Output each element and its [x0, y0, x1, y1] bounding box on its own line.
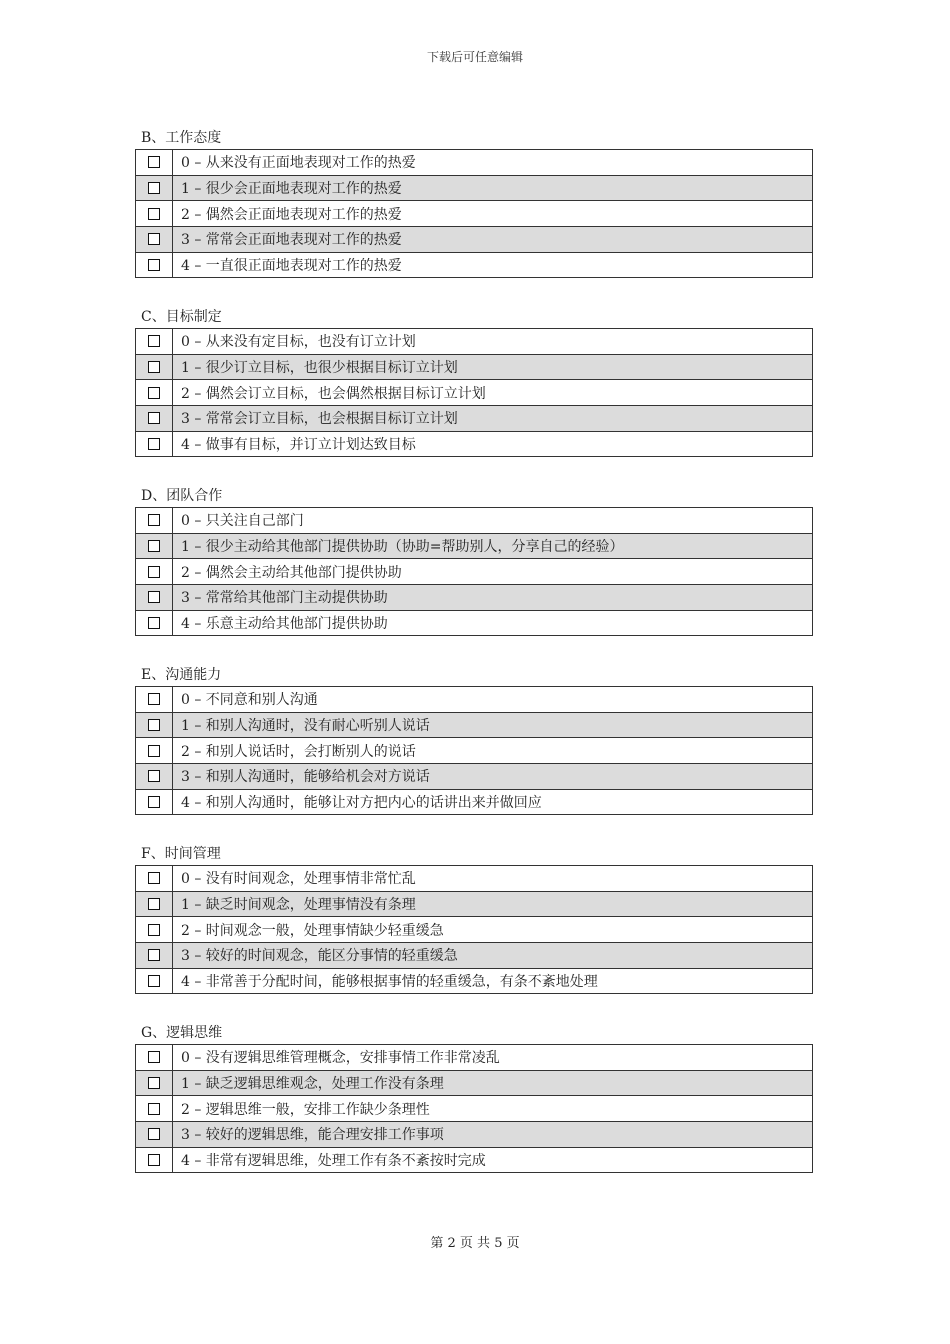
checkbox-cell[interactable] — [136, 175, 173, 201]
option-row[interactable] — [136, 891, 813, 917]
rating-section — [135, 844, 813, 994]
page-header: 下载后可任意编辑 — [426, 50, 523, 64]
checkbox-cell[interactable] — [136, 252, 173, 278]
option-label: 1 – 很少会正面地表现对工作的热爱 — [173, 175, 813, 201]
checkbox-cell[interactable] — [136, 687, 173, 713]
option-row[interactable] — [136, 175, 813, 201]
rating-section — [135, 307, 813, 457]
option-label: 4 – 和别人沟通时，能够让对方把内心的话讲出来并做回应 — [173, 789, 813, 815]
section-title: G、逻辑思维 — [141, 1025, 223, 1041]
rating-section — [135, 486, 813, 636]
checkbox-icon[interactable] — [148, 1154, 160, 1166]
option-row[interactable] — [136, 533, 813, 559]
checkbox-cell[interactable] — [136, 1070, 173, 1096]
checkbox-icon[interactable] — [148, 719, 160, 731]
checkbox-cell[interactable] — [136, 559, 173, 585]
option-row[interactable] — [136, 1147, 813, 1173]
option-row[interactable] — [136, 789, 813, 815]
checkbox-cell[interactable] — [136, 406, 173, 432]
option-row[interactable] — [136, 917, 813, 943]
options-table — [135, 149, 813, 278]
checkbox-icon[interactable] — [148, 1077, 160, 1089]
options-table — [135, 865, 813, 994]
checkbox-icon[interactable] — [148, 566, 160, 578]
options-table — [135, 328, 813, 457]
section-title: F、时间管理 — [141, 846, 221, 862]
checkbox-cell[interactable] — [136, 789, 173, 815]
option-label: 4 – 做事有目标，并订立计划达致目标 — [173, 431, 813, 457]
option-label: 4 – 乐意主动给其他部门提供协助 — [173, 610, 813, 636]
checkbox-cell[interactable] — [136, 431, 173, 457]
checkbox-cell[interactable] — [136, 943, 173, 969]
option-label: 3 – 常常会正面地表现对工作的热爱 — [173, 227, 813, 253]
checkbox-icon[interactable] — [148, 591, 160, 603]
checkbox-cell[interactable] — [136, 354, 173, 380]
options-table — [135, 1044, 813, 1173]
checkbox-icon[interactable] — [148, 898, 160, 910]
option-row[interactable] — [136, 150, 813, 176]
checkbox-cell[interactable] — [136, 1045, 173, 1071]
checkbox-cell[interactable] — [136, 201, 173, 227]
option-row[interactable] — [136, 1070, 813, 1096]
option-label: 0 – 从来没有正面地表现对工作的热爱 — [173, 150, 813, 176]
section-title: D、团队合作 — [141, 488, 223, 504]
options-table — [135, 507, 813, 636]
checkbox-cell[interactable] — [136, 610, 173, 636]
option-row[interactable] — [136, 227, 813, 253]
checkbox-icon[interactable] — [148, 745, 160, 757]
checkbox-cell[interactable] — [136, 738, 173, 764]
section-title: E、沟通能力 — [141, 667, 222, 683]
option-label: 2 – 偶然会订立目标，也会偶然根据目标订立计划 — [173, 380, 813, 406]
checkbox-cell[interactable] — [136, 508, 173, 534]
checkbox-cell[interactable] — [136, 712, 173, 738]
checkbox-cell[interactable] — [136, 227, 173, 253]
checkbox-cell[interactable] — [136, 585, 173, 611]
option-row[interactable] — [136, 406, 813, 432]
option-row[interactable] — [136, 1045, 813, 1071]
checkbox-cell[interactable] — [136, 968, 173, 994]
checkbox-icon[interactable] — [148, 1103, 160, 1115]
option-label: 0 – 从来没有定目标，也没有订立计划 — [173, 329, 813, 355]
option-label: 1 – 缺乏时间观念，处理事情没有条理 — [173, 891, 813, 917]
option-row[interactable] — [136, 866, 813, 892]
checkbox-icon[interactable] — [148, 796, 160, 808]
option-label: 2 – 逻辑思维一般，安排工作缺少条理性 — [173, 1096, 813, 1122]
checkbox-cell[interactable] — [136, 1122, 173, 1148]
option-label: 4 – 一直很正面地表现对工作的热爱 — [173, 252, 813, 278]
checkbox-cell[interactable] — [136, 1147, 173, 1173]
checkbox-icon[interactable] — [148, 1051, 160, 1063]
option-row[interactable] — [136, 508, 813, 534]
checkbox-icon[interactable] — [148, 438, 160, 450]
checkbox-icon[interactable] — [148, 335, 160, 347]
option-row[interactable] — [136, 1096, 813, 1122]
option-row[interactable] — [136, 431, 813, 457]
checkbox-cell[interactable] — [136, 380, 173, 406]
checkbox-icon[interactable] — [148, 412, 160, 424]
checkbox-icon[interactable] — [148, 514, 160, 526]
section-title: B、工作态度 — [141, 130, 222, 146]
option-label: 2 – 和别人说话时，会打断别人的说话 — [173, 738, 813, 764]
option-row[interactable] — [136, 585, 813, 611]
option-label: 0 – 只关注自己部门 — [173, 508, 813, 534]
checkbox-icon[interactable] — [148, 770, 160, 782]
option-row[interactable] — [136, 329, 813, 355]
checkbox-icon[interactable] — [148, 361, 160, 373]
option-row[interactable] — [136, 968, 813, 994]
option-row[interactable] — [136, 252, 813, 278]
option-row[interactable] — [136, 1122, 813, 1148]
page-footer: 第 2 页 共 5 页 — [430, 1236, 520, 1251]
checkbox-icon[interactable] — [148, 208, 160, 220]
checkbox-icon[interactable] — [148, 233, 160, 245]
rating-section — [135, 665, 813, 815]
option-label: 1 – 很少订立目标，也很少根据目标订立计划 — [173, 354, 813, 380]
checkbox-icon[interactable] — [148, 975, 160, 987]
option-row[interactable] — [136, 943, 813, 969]
checkbox-cell[interactable] — [136, 866, 173, 892]
option-label: 1 – 缺乏逻辑思维观念，处理工作没有条理 — [173, 1070, 813, 1096]
option-label: 3 – 常常给其他部门主动提供协助 — [173, 585, 813, 611]
option-row[interactable] — [136, 764, 813, 790]
checkbox-cell[interactable] — [136, 891, 173, 917]
checkbox-cell[interactable] — [136, 533, 173, 559]
option-row[interactable] — [136, 559, 813, 585]
checkbox-icon[interactable] — [148, 872, 160, 884]
option-label: 1 – 和别人沟通时，没有耐心听别人说话 — [173, 712, 813, 738]
option-label: 2 – 偶然会主动给其他部门提供协助 — [173, 559, 813, 585]
checkbox-icon[interactable] — [148, 924, 160, 936]
option-row[interactable] — [136, 610, 813, 636]
option-label: 4 – 非常有逻辑思维，处理工作有条不紊按时完成 — [173, 1147, 813, 1173]
option-label: 0 – 没有逻辑思维管理概念，安排事情工作非常凌乱 — [173, 1045, 813, 1071]
checkbox-icon[interactable] — [148, 387, 160, 399]
checkbox-cell[interactable] — [136, 917, 173, 943]
checkbox-icon[interactable] — [148, 1128, 160, 1140]
option-label: 4 – 非常善于分配时间，能够根据事情的轻重缓急，有条不紊地处理 — [173, 968, 813, 994]
checkbox-cell[interactable] — [136, 764, 173, 790]
checkbox-cell[interactable] — [136, 329, 173, 355]
option-label: 2 – 偶然会正面地表现对工作的热爱 — [173, 201, 813, 227]
section-title: C、目标制定 — [141, 309, 222, 325]
rating-section — [135, 1023, 813, 1173]
option-label: 3 – 较好的逻辑思维，能合理安排工作事项 — [173, 1122, 813, 1148]
checkbox-icon[interactable] — [148, 617, 160, 629]
option-row[interactable] — [136, 738, 813, 764]
option-label: 3 – 常常会订立目标，也会根据目标订立计划 — [173, 406, 813, 432]
option-label: 0 – 不同意和别人沟通 — [173, 687, 813, 713]
option-row[interactable] — [136, 354, 813, 380]
option-row[interactable] — [136, 201, 813, 227]
option-label: 1 – 很少主动给其他部门提供协助（协助=帮助别人，分享自己的经验） — [173, 533, 813, 559]
checkbox-cell[interactable] — [136, 1096, 173, 1122]
checkbox-icon[interactable] — [148, 949, 160, 961]
checkbox-cell[interactable] — [136, 150, 173, 176]
option-label: 3 – 较好的时间观念，能区分事情的轻重缓急 — [173, 943, 813, 969]
checkbox-icon[interactable] — [148, 540, 160, 552]
option-label: 2 – 时间观念一般，处理事情缺少轻重缓急 — [173, 917, 813, 943]
checkbox-icon[interactable] — [148, 156, 160, 168]
option-row[interactable] — [136, 380, 813, 406]
option-row[interactable] — [136, 712, 813, 738]
option-label: 3 – 和别人沟通时，能够给机会对方说话 — [173, 764, 813, 790]
option-label: 0 – 没有时间观念，处理事情非常忙乱 — [173, 866, 813, 892]
options-table — [135, 686, 813, 815]
checkbox-icon[interactable] — [148, 693, 160, 705]
rating-section — [135, 128, 813, 278]
checkbox-icon[interactable] — [148, 182, 160, 194]
checkbox-icon[interactable] — [148, 259, 160, 271]
option-row[interactable] — [136, 687, 813, 713]
